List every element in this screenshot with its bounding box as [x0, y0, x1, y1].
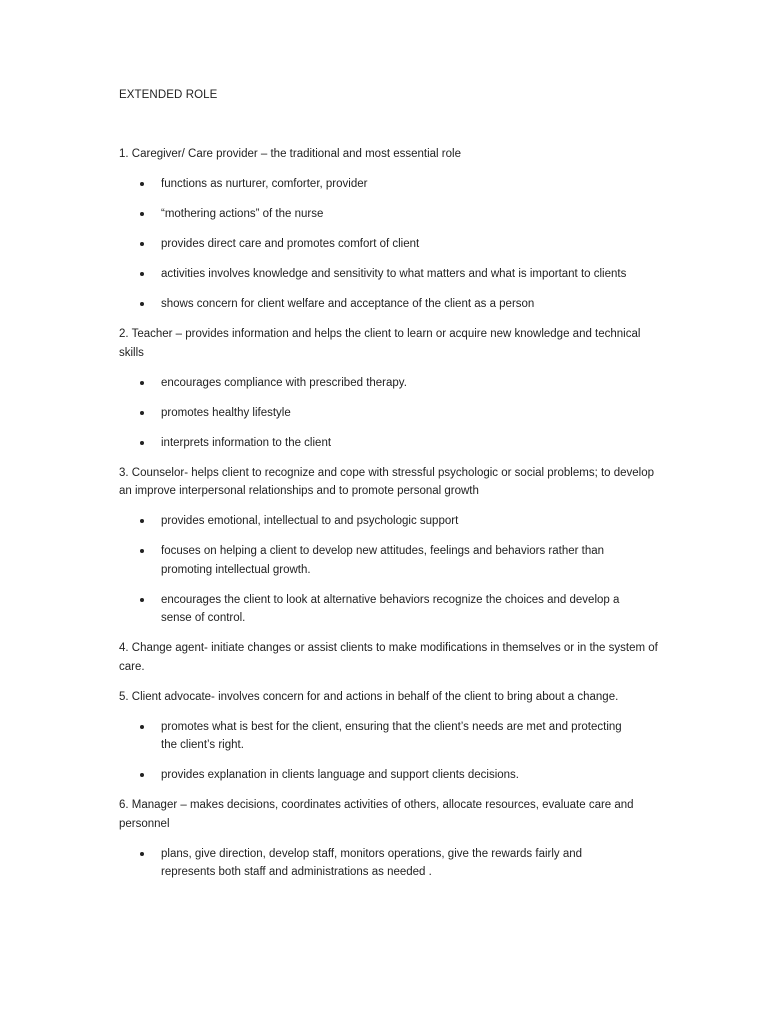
role-section: [119, 688, 659, 785]
bullet-text: focuses on helping a client to develop new attitudes, feelings and behaviors rather than promoting intellectual growth.: [161, 545, 605, 576]
bullet-dot-icon: [140, 519, 144, 523]
bullet-item: [119, 845, 639, 882]
bullet-dot-icon: [140, 272, 144, 276]
role-section: [119, 464, 659, 628]
bullet-dot-icon: [140, 598, 144, 602]
bullet-text: shows concern for client welfare and acceptance of the client as a person: [161, 298, 535, 310]
bullet-text: activities involves knowledge and sensitivity to what matters and what is important to clients: [161, 268, 627, 280]
bullet-dot-icon: [140, 725, 144, 729]
section-heading: 1. Caregiver/ Care provider – the traditional and most essential role: [119, 148, 461, 160]
bullet-text: functions as nurturer, comforter, provider: [161, 178, 368, 190]
bullet-item: [119, 404, 639, 423]
section-heading: 4. Change agent- initiate changes or assist clients to make modifications in themselves or in the system of care.: [119, 642, 658, 673]
bullet-dot-icon: [140, 852, 144, 856]
bullet-item: [119, 374, 639, 393]
role-section: [119, 145, 659, 314]
bullet-list: [119, 845, 659, 882]
bullet-list: [119, 374, 659, 453]
bullet-item: [119, 235, 639, 254]
bullet-text: encourages the client to look at alternative behaviors recognize the choices and develop a sense of control.: [161, 593, 620, 624]
bullet-item: [119, 766, 639, 785]
bullet-item: [119, 718, 639, 755]
bullet-item: [119, 434, 639, 453]
role-section: [119, 639, 659, 676]
bullet-item: [119, 175, 639, 194]
section-heading: 3. Counselor- helps client to recognize and cope with stressful psychologic or social problems; to develop an improve interpersonal relationships and to promote personal growth: [119, 466, 655, 497]
bullet-text: plans, give direction, develop staff, monitors operations, give the rewards fairly and represents both staff and administrations as needed .: [161, 847, 583, 878]
bullet-dot-icon: [140, 381, 144, 385]
bullet-list: [119, 512, 659, 628]
document-title: EXTENDED ROLE: [119, 89, 218, 101]
bullet-dot-icon: [140, 773, 144, 777]
bullet-dot-icon: [140, 411, 144, 415]
bullet-item: [119, 265, 639, 284]
bullet-text: encourages compliance with prescribed therapy.: [161, 376, 407, 389]
bullet-dot-icon: [140, 182, 144, 186]
section-heading: 5. Client advocate- involves concern for and actions in behalf of the client to bring about a change.: [119, 690, 619, 703]
bullet-text: interprets information to the client: [161, 436, 332, 449]
section-heading: 6. Manager – makes decisions, coordinates activities of others, allocate resources, evaluate care and personnel: [119, 799, 634, 830]
bullet-item: [119, 542, 639, 579]
bullet-item: [119, 205, 639, 224]
bullet-list: [119, 718, 659, 785]
bullet-dot-icon: [140, 302, 144, 306]
bullet-item: [119, 512, 639, 531]
bullet-text: “mothering actions” of the nurse: [161, 208, 324, 220]
bullet-dot-icon: [140, 549, 144, 553]
bullet-text: promotes what is best for the client, ensuring that the client’s needs are met and protecting the client’s right.: [161, 720, 622, 751]
bullet-item: [119, 591, 639, 628]
bullet-text: provides direct care and promotes comfort of client: [161, 238, 420, 250]
bullet-list: [119, 175, 659, 314]
bullet-dot-icon: [140, 242, 144, 246]
bullet-dot-icon: [140, 441, 144, 445]
bullet-text: provides explanation in clients language and support clients decisions.: [161, 769, 520, 781]
bullet-text: promotes healthy lifestyle: [161, 406, 291, 419]
bullet-item: [119, 295, 639, 314]
document-body: [119, 145, 659, 893]
section-heading: 2. Teacher – provides information and helps the client to learn or acquire new knowledge and technical skills: [119, 328, 641, 359]
role-section: [119, 796, 659, 882]
role-section: [119, 325, 659, 452]
bullet-text: provides emotional, intellectual to and psychologic support: [161, 515, 459, 527]
bullet-dot-icon: [140, 212, 144, 216]
